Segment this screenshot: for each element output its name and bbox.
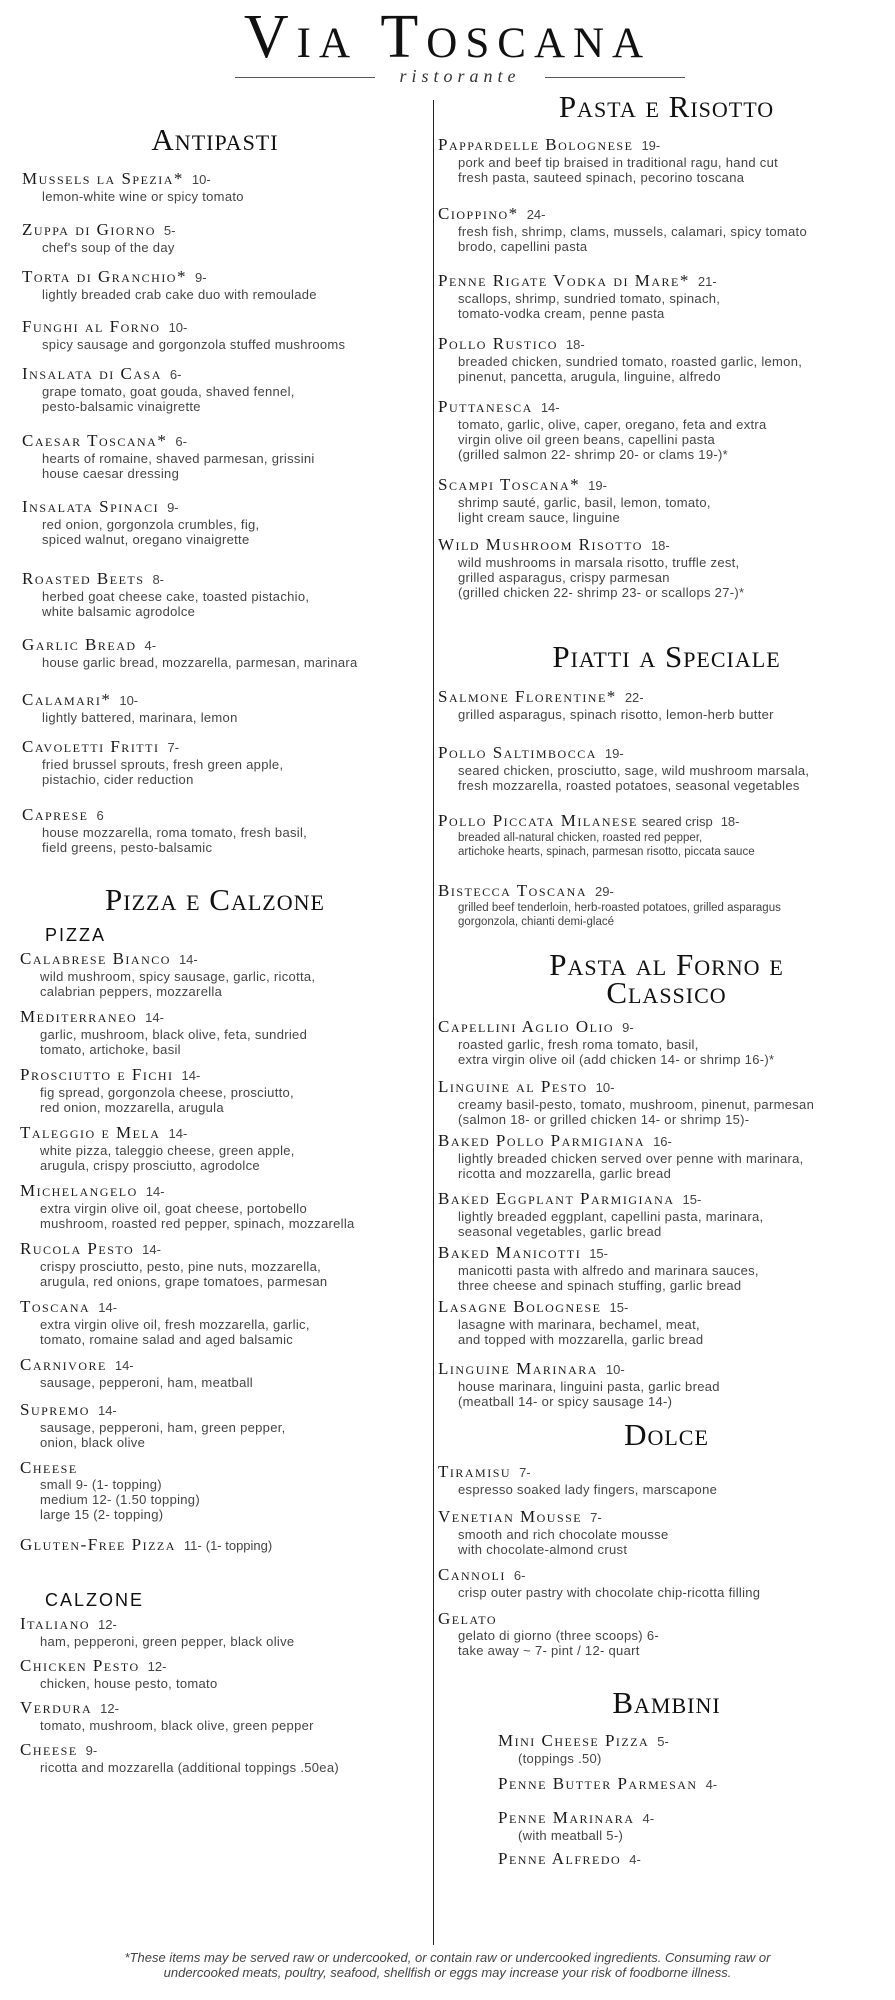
item-price: 12- — [98, 1617, 117, 1632]
item-name: Penne Butter Parmesan — [498, 1774, 698, 1793]
menu-item — [22, 365, 295, 414]
item-description: ricotta and mozzarella (additional toppings .50ea) — [40, 1760, 339, 1775]
item-description: wild mushrooms in marsala risotto, truffle zest, grilled asparagus, crispy parmesan (grilled chicken 22- shrimp 23- or scallops 27-)* — [458, 555, 745, 600]
menu-item — [438, 1244, 759, 1293]
menu-item — [438, 1360, 720, 1409]
item-price: 21- — [697, 274, 717, 289]
menu-item — [22, 498, 259, 547]
item-description: tomato, garlic, olive, caper, oregano, feta and extra virgin olive oil green beans, capellini pasta (grilled salmon 22- shrimp 20- or clams 19-)* — [458, 417, 767, 462]
menu-item — [20, 1124, 295, 1173]
menu-item — [20, 1008, 307, 1057]
item-name: Gelato — [438, 1609, 498, 1628]
item-name: Pollo Saltimbocca — [438, 743, 597, 762]
item-price: 5- — [163, 223, 176, 238]
item-name-line — [438, 882, 781, 901]
item-name: Garlic Bread — [22, 635, 137, 654]
bambini-heading: Bambini — [612, 1685, 721, 1720]
item-name-line — [438, 205, 807, 224]
menu-item — [438, 1078, 814, 1127]
item-price: 12- — [100, 1701, 119, 1716]
menu-item — [20, 1741, 339, 1775]
item-description: gelato di giorno (three scoops) 6- take away ~ 7- pint / 12- quart — [458, 1628, 659, 1658]
item-price: 15- — [589, 1246, 608, 1261]
item-price: 6- — [513, 1568, 526, 1583]
menu-item — [22, 432, 315, 481]
item-name-line — [498, 1775, 717, 1794]
item-description: crisp outer pastry with chocolate chip-ricotta filling — [458, 1585, 761, 1600]
item-name: Supremo — [20, 1400, 90, 1419]
item-name: Venetian Mousse — [438, 1507, 583, 1526]
item-description: grilled asparagus, spinach risotto, lemon-herb butter — [458, 707, 774, 722]
item-description: red onion, gorgonzola crumbles, fig, spiced walnut, oregano vinaigrette — [42, 517, 260, 547]
item-description: chicken, house pesto, tomato — [40, 1676, 218, 1691]
item-name: Penne Rigate Vodka di Mare* — [438, 271, 690, 290]
item-description: sausage, pepperoni, ham, meatball — [40, 1375, 253, 1390]
menu-item — [438, 205, 807, 254]
item-name: Verdura — [20, 1698, 93, 1717]
menu-item — [438, 1190, 763, 1239]
item-price: 14- — [181, 1068, 201, 1083]
item-price: 11- — [183, 1538, 202, 1553]
item-name: Wild Mushroom Risotto — [438, 535, 643, 554]
item-name: Salmone Florentine* — [438, 687, 617, 706]
item-name: Torta di Granchio* — [22, 267, 187, 286]
menu-item — [438, 882, 781, 929]
item-description: breaded chicken, sundried tomato, roasted garlic, lemon, pinenut, pancetta, arugula, linguine, alfredo — [458, 354, 803, 384]
item-description: house marinara, linguini pasta, garlic bread (meatball 14- or spicy sausage 14-) — [458, 1379, 720, 1409]
item-note: seared crisp — [641, 814, 713, 829]
item-description: lemon-white wine or spicy tomato — [42, 189, 244, 204]
item-name-line — [438, 335, 802, 354]
item-price: 7- — [519, 1465, 531, 1480]
dolce-heading: Dolce — [624, 1417, 709, 1452]
item-description: ham, pepperoni, green pepper, black olive — [40, 1634, 295, 1649]
item-name: Scampi Toscana* — [438, 475, 581, 494]
menu-item — [20, 1401, 286, 1450]
item-name: Funghi al Forno — [22, 317, 161, 336]
menu-item — [20, 1356, 253, 1390]
item-description: scallops, shrimp, sundried tomato, spinach, tomato-vodka cream, penne pasta — [458, 291, 721, 321]
item-name-line — [20, 1240, 327, 1259]
item-name-line — [438, 1078, 814, 1097]
item-price: 9- — [85, 1743, 98, 1758]
menu-item — [438, 335, 802, 384]
menu-item — [438, 1508, 668, 1557]
item-name: Bistecca Toscana — [438, 881, 588, 900]
item-description: wild mushroom, spicy sausage, garlic, ricotta, calabrian peppers, mozzarella — [40, 969, 316, 999]
item-description: (toppings .50) — [518, 1751, 602, 1766]
item-name: Capellini Aglio Olio — [438, 1017, 615, 1036]
pizza-calzone-heading: Pizza e Calzone — [105, 882, 325, 917]
item-description: grape tomato, goat gouda, shaved fennel, pesto-balsamic vinaigrette — [42, 384, 295, 414]
item-name: Michelangelo — [20, 1181, 138, 1200]
menu-item — [22, 738, 283, 787]
item-name-line — [438, 1360, 720, 1379]
item-name-line — [438, 1298, 703, 1317]
menu-item — [20, 1615, 294, 1649]
item-description: lightly battered, marinara, lemon — [42, 710, 238, 725]
menu-item — [20, 1657, 218, 1691]
item-name: Zuppa di Giorno — [22, 220, 156, 239]
item-description: lightly breaded eggplant, capellini pasta, marinara, seasonal vegetables, garlic bread — [458, 1209, 764, 1239]
item-name-line — [20, 1657, 218, 1676]
item-name-line — [22, 221, 175, 240]
item-name: Lasagne Bolognese — [438, 1297, 602, 1316]
tagline: ristorante — [399, 66, 521, 86]
item-price: 14- — [98, 1300, 118, 1315]
item-name-line — [438, 744, 809, 763]
menu-item — [22, 636, 358, 670]
item-description: seared chicken, prosciutto, sage, wild mushroom marsala, fresh mozzarella, roasted potatoes, seasonal vegetables — [458, 763, 810, 793]
menu-item — [438, 536, 744, 600]
item-name-line — [438, 1610, 659, 1628]
item-description: chef's soup of the day — [42, 240, 175, 255]
item-price: 4- — [642, 1811, 655, 1826]
item-name: Pollo Piccata Milanese — [438, 811, 638, 830]
item-description: spicy sausage and gorgonzola stuffed mushrooms — [42, 337, 346, 352]
item-description: garlic, mushroom, black olive, feta, sundried tomato, artichoke, basil — [40, 1027, 308, 1057]
menu-item — [438, 1463, 717, 1497]
item-price: 18- — [565, 337, 585, 352]
tagline-rule-left — [235, 77, 375, 78]
item-name: Penne Alfredo — [498, 1849, 622, 1868]
item-name: Chicken Pesto — [20, 1656, 140, 1675]
menu-item — [20, 1066, 294, 1115]
antipasti-heading: Antipasti — [151, 122, 279, 157]
item-description: extra virgin olive oil, fresh mozzarella, garlic, tomato, romaine salad and aged balsamic — [40, 1317, 310, 1347]
item-name-line — [20, 1699, 314, 1718]
menu-item — [22, 691, 238, 725]
item-price: 12- — [147, 1659, 167, 1674]
item-name-line — [438, 688, 774, 707]
item-price: 14- — [168, 1126, 188, 1141]
item-name: Cannoli — [438, 1565, 506, 1584]
item-name: Insalata Spinaci — [22, 497, 160, 516]
tagline-rule-right — [545, 77, 685, 78]
item-name-line — [20, 1356, 253, 1375]
item-price: 6 — [96, 808, 104, 823]
item-price: 10- — [168, 320, 188, 335]
item-name: Carnivore — [20, 1355, 107, 1374]
menu-item — [438, 1132, 804, 1181]
item-name: Mussels la Spezia* — [22, 169, 184, 188]
item-description: crispy prosciutto, pesto, pine nuts, mozzarella, arugula, red onions, grape tomatoes, parmesan — [40, 1259, 328, 1289]
item-name: Mediterraneo — [20, 1007, 138, 1026]
item-price: 18- — [720, 814, 740, 829]
item-name: Pappardelle Bolognese — [438, 135, 634, 154]
item-description: fresh fish, shrimp, clams, mussels, calamari, spicy tomato brodo, capellini pasta — [458, 224, 807, 254]
item-price: 5- — [657, 1734, 669, 1749]
menu-item — [22, 221, 175, 255]
item-price: 14- — [178, 952, 198, 967]
item-name-line — [438, 1190, 763, 1209]
menu-item — [20, 1298, 310, 1347]
item-name: Tiramisu — [438, 1462, 512, 1481]
item-name-line — [22, 636, 358, 655]
item-price: 24- — [526, 207, 546, 222]
menu-item — [20, 950, 315, 999]
item-name-line — [20, 1615, 294, 1634]
item-name-line — [438, 476, 711, 495]
item-name-line — [438, 1132, 804, 1151]
item-name: Cavoletti Fritti — [22, 737, 160, 756]
item-name-line — [22, 498, 259, 517]
item-price: 16- — [653, 1134, 672, 1149]
item-price: 4- — [705, 1777, 718, 1792]
item-name-line — [438, 536, 744, 555]
menu-item — [22, 268, 317, 302]
menu-item — [498, 1850, 641, 1869]
item-price: 9- — [622, 1020, 634, 1035]
item-name-line — [22, 738, 283, 757]
forno-heading-line1: Pasta al Forno e — [549, 947, 784, 982]
menu-item — [438, 272, 720, 321]
item-description: lasagne with marinara, bechamel, meat, and topped with mozzarella, garlic bread — [458, 1317, 704, 1347]
menu-item — [22, 570, 309, 619]
item-name-line — [438, 136, 778, 155]
item-name-line — [22, 806, 307, 825]
item-price: 18- — [650, 538, 670, 553]
item-description: manicotti pasta with alfredo and marinara sauces, three cheese and spinach stuffing, garlic bread — [458, 1263, 759, 1293]
item-price: 29- — [595, 884, 614, 899]
item-description: fried brussel sprouts, fresh green apple, pistachio, cider reduction — [42, 757, 284, 787]
item-description: shrimp sauté, garlic, basil, lemon, tomato, light cream sauce, linguine — [458, 495, 711, 525]
calzone-subheading: CALZONE — [45, 1590, 145, 1610]
menu-item — [20, 1699, 314, 1733]
item-price: 4- — [144, 638, 157, 653]
menu-item — [438, 476, 711, 525]
item-name-line — [22, 170, 244, 189]
menu-item — [498, 1732, 669, 1766]
menu-item — [498, 1809, 654, 1843]
item-description: pork and beef tip braised in traditional ragu, hand cut fresh pasta, sauteed spinach, pecorino toscana — [458, 155, 779, 185]
forno-heading-line2: Classico — [606, 975, 727, 1010]
item-name: Baked Eggplant Parmigiana — [438, 1189, 675, 1208]
item-description: fig spread, gorgonzola cheese, prosciutto, red onion, mozzarella, arugula — [40, 1085, 294, 1115]
item-name-line — [438, 1508, 668, 1527]
item-name-line — [22, 432, 315, 451]
menu-item — [20, 1459, 200, 1522]
item-description: sausage, pepperoni, ham, green pepper, onion, black olive — [40, 1420, 286, 1450]
item-price: 6- — [169, 367, 182, 382]
item-name-line — [438, 1244, 759, 1263]
menu-item — [20, 1240, 327, 1289]
item-name: Pollo Rustico — [438, 334, 558, 353]
menu-item — [438, 398, 767, 462]
item-price: 7- — [590, 1510, 602, 1525]
item-price: 8- — [152, 572, 164, 587]
menu-item — [438, 744, 809, 793]
item-name-line — [20, 950, 315, 969]
item-name-line — [20, 1741, 339, 1760]
item-name-line — [22, 318, 345, 337]
item-description: breaded all-natural chicken, roasted red pepper, artichoke hearts, spinach, parmesan risotto, piccata sauce — [458, 832, 755, 858]
tagline-row — [235, 66, 685, 86]
item-name-line — [438, 1566, 760, 1585]
item-name-line — [22, 691, 238, 710]
item-name: Mini Cheese Pizza — [498, 1731, 650, 1750]
item-name: Linguine al Pesto — [438, 1077, 588, 1096]
pizza-subheading: PIZZA — [45, 925, 107, 945]
item-name-line — [438, 1018, 774, 1037]
item-description: tomato, mushroom, black olive, green pepper — [40, 1718, 314, 1733]
item-price: 9- — [167, 500, 179, 515]
item-name: Toscana — [20, 1297, 91, 1316]
item-name-line — [20, 1066, 294, 1085]
item-price: 15- — [682, 1192, 702, 1207]
item-price: 7- — [167, 740, 180, 755]
item-description: extra virgin olive oil, goat cheese, portobello mushroom, roasted red pepper, spinach, mozzarella — [40, 1201, 355, 1231]
menu-item — [498, 1775, 717, 1794]
item-name: Baked Manicotti — [438, 1243, 582, 1262]
item-description: roasted garlic, fresh roma tomato, basil, extra virgin olive oil (add chicken 14- or shrimp 16-)* — [458, 1037, 775, 1067]
item-description: white pizza, taleggio cheese, green apple, arugula, crispy prosciutto, agrodolce — [40, 1143, 295, 1173]
item-name-line — [20, 1182, 355, 1201]
item-name: Prosciutto e Fichi — [20, 1065, 174, 1084]
restaurant-name: Via Toscana — [243, 3, 652, 71]
item-name: Cheese — [20, 1458, 78, 1477]
item-price: 15- — [609, 1300, 629, 1315]
item-name: Taleggio e Mela — [20, 1123, 161, 1142]
item-price: 14- — [145, 1184, 165, 1199]
item-price: 19- — [604, 746, 624, 761]
menu-item — [438, 1566, 760, 1600]
item-name: Insalata di Casa — [22, 364, 162, 383]
menu-item — [22, 806, 307, 855]
item-name: Cioppino* — [438, 204, 519, 223]
item-name-line — [438, 812, 755, 831]
item-name: Linguine Marinara — [438, 1359, 598, 1378]
item-price: 14- — [114, 1358, 134, 1373]
item-price: 10- — [191, 172, 211, 187]
menu-item — [438, 1610, 659, 1658]
item-name: Roasted Beets — [22, 569, 145, 588]
item-price: 14- — [540, 400, 560, 415]
item-price: 19- — [641, 138, 661, 153]
item-name: Gluten-Free Pizza — [20, 1535, 176, 1554]
menu-item — [438, 1298, 703, 1347]
item-name: Rucola Pesto — [20, 1239, 135, 1258]
item-name: Penne Marinara — [498, 1808, 635, 1827]
item-name: Puttanesca — [438, 397, 533, 416]
item-name-line — [438, 398, 767, 417]
item-price: 14- — [142, 1242, 161, 1257]
item-price: 10- — [595, 1080, 615, 1095]
menu-item — [438, 136, 778, 185]
item-name: Italiano — [20, 1614, 91, 1633]
item-price: 14- — [97, 1403, 117, 1418]
column-divider — [433, 100, 434, 1945]
menu-item — [438, 812, 755, 859]
menu-item — [20, 1536, 272, 1555]
menu-item — [438, 1018, 774, 1067]
item-description: house mozzarella, roma tomato, fresh basil, field greens, pesto-balsamic — [42, 825, 308, 855]
item-name-line — [498, 1732, 669, 1751]
item-description: hearts of romaine, shaved parmesan, grissini house caesar dressing — [42, 451, 315, 481]
item-name-line — [20, 1124, 295, 1143]
item-description: lightly breaded crab cake duo with remoulade — [42, 287, 317, 302]
item-name: Cheese — [20, 1740, 78, 1759]
item-name-line — [498, 1809, 654, 1828]
item-note: (1- topping) — [205, 1538, 273, 1553]
item-description: herbed goat cheese cake, toasted pistachio, white balsamic agrodolce — [42, 589, 310, 619]
item-description: creamy basil-pesto, tomato, mushroom, pinenut, parmesan (salmon 18- or grilled chicken 14- or shrimp 15)- — [458, 1097, 815, 1127]
item-price: 19- — [588, 478, 607, 493]
item-name-line — [438, 1463, 717, 1482]
pasta-risotto-heading: Pasta e Risotto — [558, 89, 775, 124]
menu-item — [438, 688, 774, 722]
item-name-line — [22, 268, 317, 287]
item-name-line — [20, 1008, 307, 1027]
item-name: Baked Pollo Parmigiana — [438, 1131, 646, 1150]
menu-item — [22, 170, 244, 204]
item-description: espresso soaked lady fingers, marscapone — [458, 1482, 718, 1497]
item-price: 10- — [119, 693, 139, 708]
item-price: 6- — [175, 434, 187, 449]
item-name-line — [498, 1850, 641, 1869]
piatti-heading: Piatti a Speciale — [552, 639, 781, 674]
item-name-line — [20, 1459, 200, 1477]
item-description: grilled beef tenderloin, herb-roasted potatoes, grilled asparagus gorgonzola, chianti demi-glacé — [458, 902, 781, 928]
item-name: Calamari* — [22, 690, 112, 709]
item-name: Calabrese Bianco — [20, 949, 171, 968]
menu-item — [20, 1182, 355, 1231]
item-name-line — [22, 365, 295, 384]
consumer-advisory-footnote: *These items may be served raw or undercooked, or contain raw or undercooked ingredients. Consuming raw or undercooked meats, poultry, seafood, shellfish or eggs may increase your risk of foodborne illness. — [124, 1950, 771, 1980]
item-price: 4- — [629, 1852, 641, 1867]
item-name: Caprese — [22, 805, 89, 824]
item-price: 10- — [605, 1362, 625, 1377]
item-description: lightly breaded chicken served over penne with marinara, ricotta and mozzarella, garlic bread — [458, 1151, 804, 1181]
item-price: 14- — [145, 1010, 164, 1025]
item-name-line — [20, 1401, 286, 1420]
menu-header — [0, 0, 895, 90]
item-name-line — [438, 272, 720, 291]
item-description: house garlic bread, mozzarella, parmesan, marinara — [42, 655, 358, 670]
item-description: smooth and rich chocolate mousse with chocolate-almond crust — [458, 1527, 669, 1557]
item-price: 9- — [194, 270, 207, 285]
item-name-line — [22, 570, 309, 589]
item-name-line — [20, 1536, 272, 1555]
item-name: Caesar Toscana* — [22, 431, 168, 450]
item-name-line — [20, 1298, 310, 1317]
item-description: small 9- (1- topping) medium 12- (1.50 topping) large 15 (2- topping) — [40, 1477, 200, 1522]
menu-item — [22, 318, 345, 352]
item-price: 22- — [624, 690, 644, 705]
item-description: (with meatball 5-) — [518, 1828, 624, 1843]
